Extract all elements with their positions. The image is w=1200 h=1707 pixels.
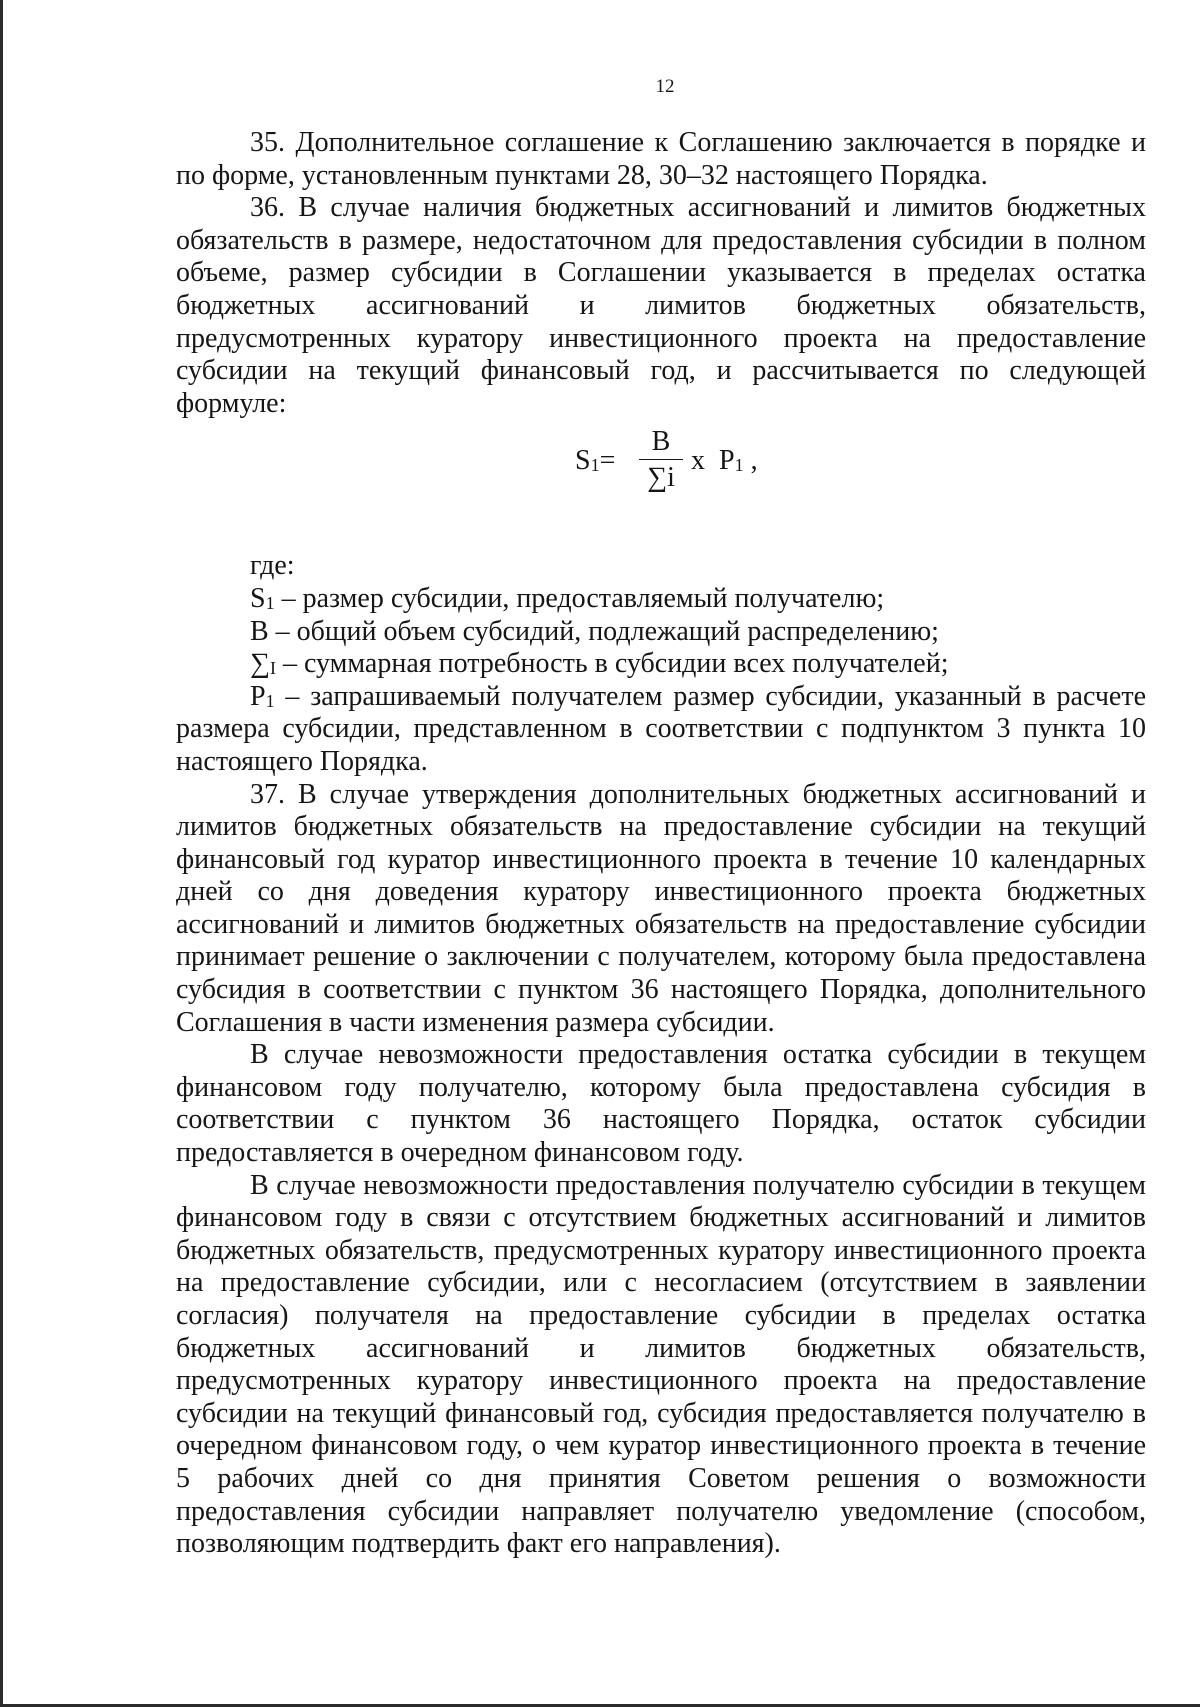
formula-trailing: , (750, 445, 758, 477)
definition-b: B – общий объем субсидий, подлежащий распределению; (250, 615, 939, 647)
definition-p1 (176, 681, 1146, 779)
formula-fraction (639, 426, 683, 494)
formula-lhs-subscript: 1 (590, 455, 600, 476)
formula-lhs-symbol: S (575, 445, 591, 477)
formula-rhs-symbol: P (719, 445, 735, 477)
formula-rhs (691, 445, 758, 477)
definition-p1-subscript: 1 (265, 690, 275, 711)
page-number: 12 (655, 76, 675, 97)
formula-rhs-subscript: 1 (734, 455, 744, 476)
formula-denominator: ∑i (647, 462, 675, 494)
subsidy-formula (176, 420, 1146, 550)
formula-equals: = (599, 445, 616, 477)
definition-sum-symbol: ∑ (250, 648, 270, 680)
clause-37-remainder-paragraph: В случае невозможности предоставления остатка субсидии в текущем финансовом году получателю, которому была предоставлена субсидия в соответствии с пунктом 36 настоящего Порядка, остаток субсидии предоставляется в очередном финансовом году. (176, 1039, 1146, 1169)
formula-fraction-bar (639, 459, 683, 460)
definition-p1-symbol: P (250, 680, 266, 712)
formula-numerator: B (651, 426, 671, 458)
definition-s1-text: – размер субсидии, предоставляемый получателю; (274, 582, 885, 614)
clause-36: 36. В случае наличия бюджетных ассигнований и лимитов бюджетных обязательств в размере, недостаточном для предоставления субсидии в полном объеме, размер субсидии в Соглашении указывается в пределах остатка бюджетных ассигнований и лимитов бюджетных обязательств, предусмотренных куратору инвестиционного проекта на предоставление субсидии на текущий финансовый год, и рассчитывается по следующей формуле: (176, 192, 1146, 419)
definition-sum-subscript: I (269, 658, 276, 679)
definition-sum (176, 648, 1146, 681)
definition-s1-symbol: S (250, 582, 266, 614)
definition-s1-subscript: 1 (265, 592, 275, 613)
definition-p1-text: – запрашиваемый получателем размер субсидии, указанный в расчете размера субсидии, представленном в соответствии с подпунктом 3 пункта 10 настоящего Порядка. (176, 680, 1146, 777)
definition-s1 (176, 583, 1146, 616)
formula-lhs (575, 445, 615, 477)
formula-multiply: x (691, 445, 705, 477)
document-body (176, 127, 1146, 1561)
definition-sum-text: – суммарная потребность в субсидии всех получателей; (275, 648, 949, 680)
clause-37-next-year-paragraph: В случае невозможности предоставления получателю субсидии в текущем финансовом году в связи с отсутствием бюджетных ассигнований и лимитов бюджетных обязательств, предусмотренных куратору инвестиционного проекта на предоставление субсидии, или с несогласием (отсутствием в заявлении согласия) получателя на предоставление субсидии в пределах остатка бюджетных ассигнований и лимитов бюджетных обязательств, предусмотренных куратору инвестиционного проекта на предоставление субсидии на текущий финансовый год, субсидия предоставляется получателю в очередном финансовом году, о чем куратор инвестиционного проекта в течение 5 рабочих дней со дня принятия Советом решения о возможности предоставления субсидии направляет получателю уведомление (способом, позволяющим подтвердить факт его направления). (176, 1169, 1146, 1560)
clause-35: 35. Дополнительное соглашение к Соглашению заключается в порядке и по форме, установленным пунктами 28, 30–32 настоящего Порядка. (176, 127, 1146, 191)
scan-edge-left (0, 0, 3, 1707)
definitions-intro: где: (250, 550, 295, 582)
clause-37: 37. В случае утверждения дополнительных бюджетных ассигнований и лимитов бюджетных обязательств на предоставление субсидии на текущий финансовый год куратор инвестиционного проекта в течение 10 календарных дней со дня доведения куратору инвестиционного проекта бюджетных ассигнований и лимитов бюджетных обязательств на предоставление субсидии принимает решение о заключении с получателем, которому была предоставлена субсидия в соответствии с пунктом 36 настоящего Порядка, дополнительного Соглашения в части изменения размера субсидии. (176, 778, 1146, 1038)
